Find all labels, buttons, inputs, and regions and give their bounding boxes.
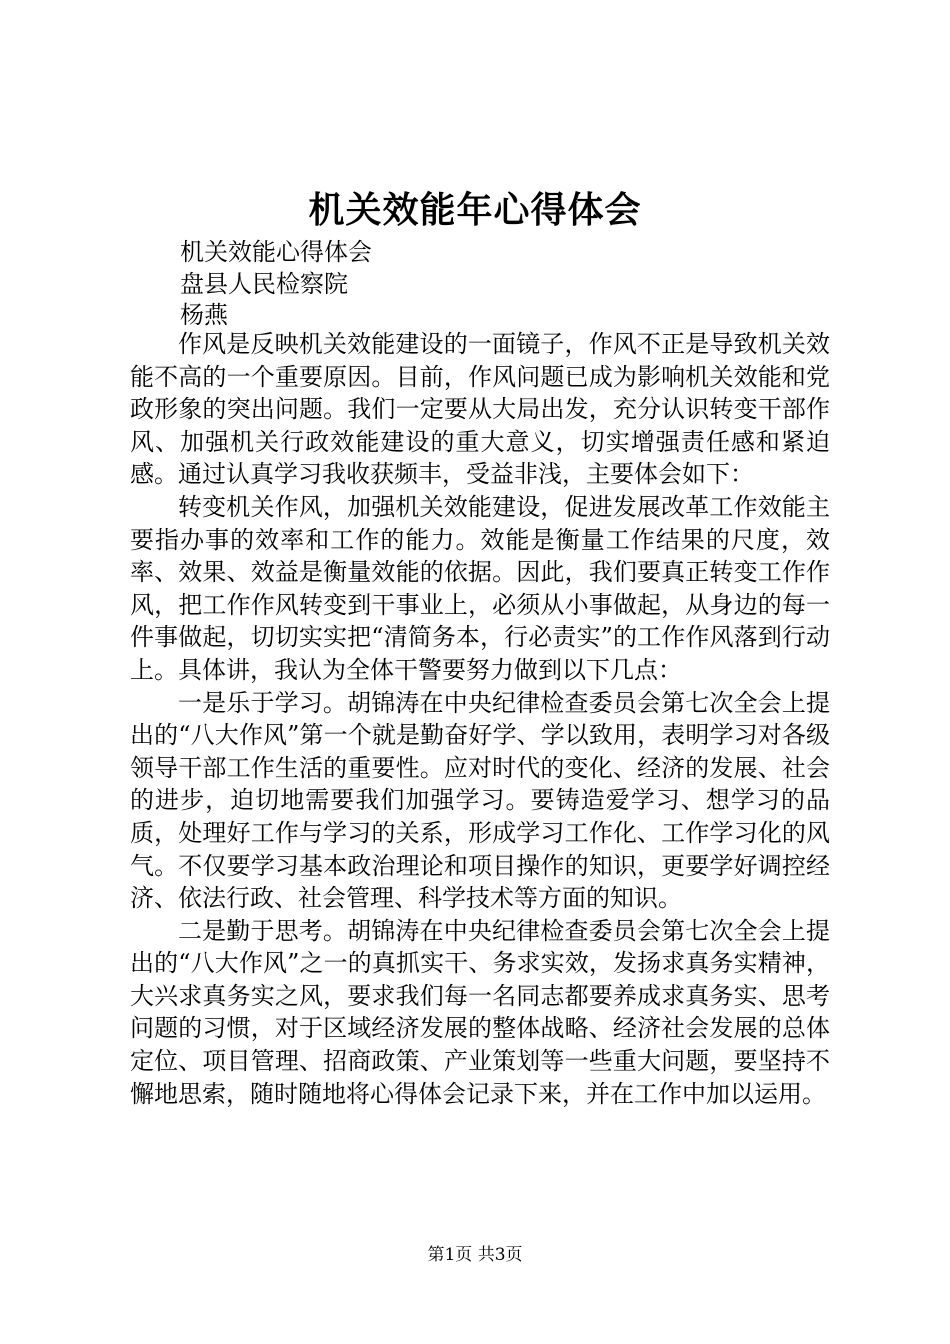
document-body — [130, 328, 830, 1110]
organization-name: 盘县人民检察院 — [180, 270, 348, 298]
body-paragraph: 一是乐于学习。胡锦涛在中央纪律检查委员会第七次全会上提出的“八大作风”第一个就是勤奋好学、学以致用，表明学习对各级领导干部工作生活的重要性。应对时代的变化、经济的发展、社会的进步，迫切地需要我们加强学习。要铸造爱学习、想学习的品质，处理好工作与学习的关系，形成学习工作化、工作学习化的风气。不仅要学习基本政治理论和项目操作的知识，更要学好调控经济、依法行政、社会管理、科学技术等方面的知识。 — [130, 688, 830, 913]
body-paragraph: 转变机关作风，加强机关效能建设，促进发展改革工作效能主要指办事的效率和工作的能力。效能是衡量工作结果的尺度，效率、效果、效益是衡量效能的依据。因此，我们要真正转变工作作风，把工作作风转变到干事业上，必须从小事做起，从身边的每一件事做起，切切实实把“清简务本，行必责实”的工作作风落到行动上。具体讲，我认为全体干警要努力做到以下几点： — [130, 492, 830, 684]
document-subtitle: 机关效能心得体会 — [180, 238, 372, 266]
body-paragraph: 作风是反映机关效能建设的一面镜子，作风不正是导致机关效能不高的一个重要原因。目前，作风问题已成为影响机关效能和党政形象的突出问题。我们一定要从大局出发，充分认识转变干部作风、加强机关行政效能建设的重大意义，切实增强责任感和紧迫感。通过认真学习我收获频丰，受益非浅，主要体会如下： — [130, 330, 830, 489]
page-number: 第1页 共3页 — [427, 1245, 523, 1265]
document-title: 机关效能年心得体会 — [308, 189, 642, 231]
body-paragraph: 二是勤于思考。胡锦涛在中央纪律检查委员会第七次全会上提出的“八大作风”之一的真抓实干、务求实效，发扬求真务实精神，大兴求真务实之风，要求我们每一名同志都要养成求真务实、思考问题的习惯，对于区域经济发展的整体战略、经济社会发展的总体定位、项目管理、招商政策、产业策划等一些重大问题，要坚持不懈地思索，随时随地将心得体会记录下来，并在工作中加以运用。 — [130, 916, 830, 1108]
author-name: 杨燕 — [180, 301, 228, 329]
